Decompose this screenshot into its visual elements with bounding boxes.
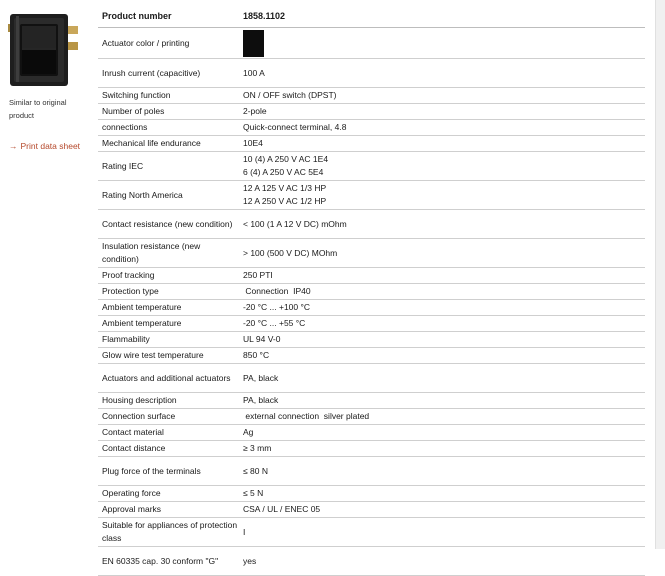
spec-label: Insulation resistance (new condition) [98,239,239,268]
spec-value-line: Ag [243,427,254,437]
spec-row [98,210,645,239]
arrow-right-icon: → [9,141,18,151]
spec-value [239,502,645,518]
spec-value [239,181,645,210]
spec-label: Suitable for appliances of protection class [98,518,239,547]
spec-value [239,332,645,348]
actuator-color-swatch [243,30,264,57]
spec-value [239,284,645,300]
spec-row [98,364,645,393]
spec-label: Contact distance [98,441,239,457]
spec-value [239,441,645,457]
spec-label: Ambient temperature [98,300,239,316]
spec-value [239,268,645,284]
spec-value [239,239,645,268]
print-data-sheet-link[interactable] [9,141,80,151]
product-image [6,8,80,90]
spec-row [98,104,645,120]
product-number-value: 1858.1102 [239,5,645,28]
spec-label: Rating IEC [98,152,239,181]
spec-value-line: 2-pole [243,106,267,116]
spec-label: Housing description [98,393,239,409]
spec-label: EN 60335 cap. 30 conform "G" [98,547,239,576]
spec-row [98,316,645,332]
spec-row [98,502,645,518]
spec-value-line: external connection silver plated [243,411,370,421]
spec-row [98,393,645,409]
spec-value-line: < 100 (1 A 12 V DC) mOhm [243,218,347,229]
spec-row [98,120,645,136]
spec-value [239,28,645,59]
spec-value [239,316,645,332]
spec-value-line: UL 94 V-0 [243,334,281,344]
spec-value-line: Connection IP40 [243,286,311,296]
spec-value-line: ≤ 5 N [243,488,264,498]
spec-value [239,364,645,393]
spec-row [98,136,645,152]
spec-value-line: PA, black [243,395,279,405]
spec-label: Inrush current (capacitive) [98,59,239,88]
spec-label: Actuators and additional actuators [98,364,239,393]
spec-row [98,348,645,364]
spec-header-row [98,5,645,28]
spec-value [239,59,645,88]
spec-value-line: 12 A 250 V AC 1/2 HP [243,196,327,206]
spec-value-line: 250 PTI [243,270,273,280]
spec-value [239,300,645,316]
print-link-label: Print data sheet [20,141,81,151]
spec-row [98,486,645,502]
spec-row [98,409,645,425]
spec-row [98,239,645,268]
spec-value [239,547,645,576]
spec-label: Contact material [98,425,239,441]
spec-row [98,425,645,441]
spec-label: Protection type [98,284,239,300]
spec-value-line: 6 (4) A 250 V AC 5E4 [243,167,324,177]
spec-label: Actuator color / printing [98,28,239,59]
spec-value-line: 100 A [243,67,265,78]
spec-value-line: ON / OFF switch (DPST) [243,90,337,100]
spec-label: Connection surface [98,409,239,425]
spec-label: Ambient temperature [98,316,239,332]
spec-value [239,88,645,104]
spec-value [239,210,645,239]
spec-label: Switching function [98,88,239,104]
spec-value [239,409,645,425]
spec-value-line: I [243,526,246,537]
spec-value-line: Quick-connect terminal, 4.8 [243,122,347,132]
spec-row [98,152,645,181]
spec-value [239,104,645,120]
spec-row [98,518,645,547]
spec-value-line: 10E4 [243,138,263,148]
spec-value [239,393,645,409]
spec-label: Contact resistance (new condition) [98,210,239,239]
spec-table-container [98,5,641,576]
spec-label: Glow wire test temperature [98,348,239,364]
spec-value-line: PA, black [243,372,279,383]
spec-label: Approval marks [98,502,239,518]
image-caption: Similar to original product [9,98,67,120]
spec-value [239,136,645,152]
spec-value-line: -20 °C ... +55 °C [243,318,306,328]
spec-label: Plug force of the terminals [98,457,239,486]
spec-row [98,268,645,284]
product-number-label: Product number [98,5,239,28]
spec-table [98,5,645,576]
spec-value [239,152,645,181]
spec-row [98,181,645,210]
spec-value [239,120,645,136]
spec-row [98,441,645,457]
spec-label: connections [98,120,239,136]
spec-row [98,332,645,348]
spec-value-line: 12 A 125 V AC 1/3 HP [243,183,327,193]
spec-label: Rating North America [98,181,239,210]
spec-value-line: yes [243,555,257,566]
spec-label: Proof tracking [98,268,239,284]
spec-row [98,300,645,316]
spec-value-line: 10 (4) A 250 V AC 1E4 [243,154,329,164]
vertical-scrollbar[interactable] [655,0,665,549]
spec-row [98,28,645,59]
spec-value-line: ≤ 80 N [243,465,268,476]
spec-value-line: > 100 (500 V DC) MOhm [243,247,338,258]
spec-value-line: -20 °C ... +100 °C [243,302,311,312]
spec-row [98,547,645,576]
spec-value-line: 850 °C [243,350,270,360]
spec-row [98,457,645,486]
spec-value [239,486,645,502]
spec-label: Flammability [98,332,239,348]
spec-label: Number of poles [98,104,239,120]
spec-label: Operating force [98,486,239,502]
spec-value [239,518,645,547]
spec-value [239,348,645,364]
spec-label: Mechanical life endurance [98,136,239,152]
spec-row [98,59,645,88]
spec-value [239,425,645,441]
spec-value-line: CSA / UL / ENEC 05 [243,504,321,514]
spec-value-line: ≥ 3 mm [243,443,272,453]
spec-value [239,457,645,486]
spec-row [98,284,645,300]
rocker-switch-image [6,8,80,90]
spec-row [98,88,645,104]
